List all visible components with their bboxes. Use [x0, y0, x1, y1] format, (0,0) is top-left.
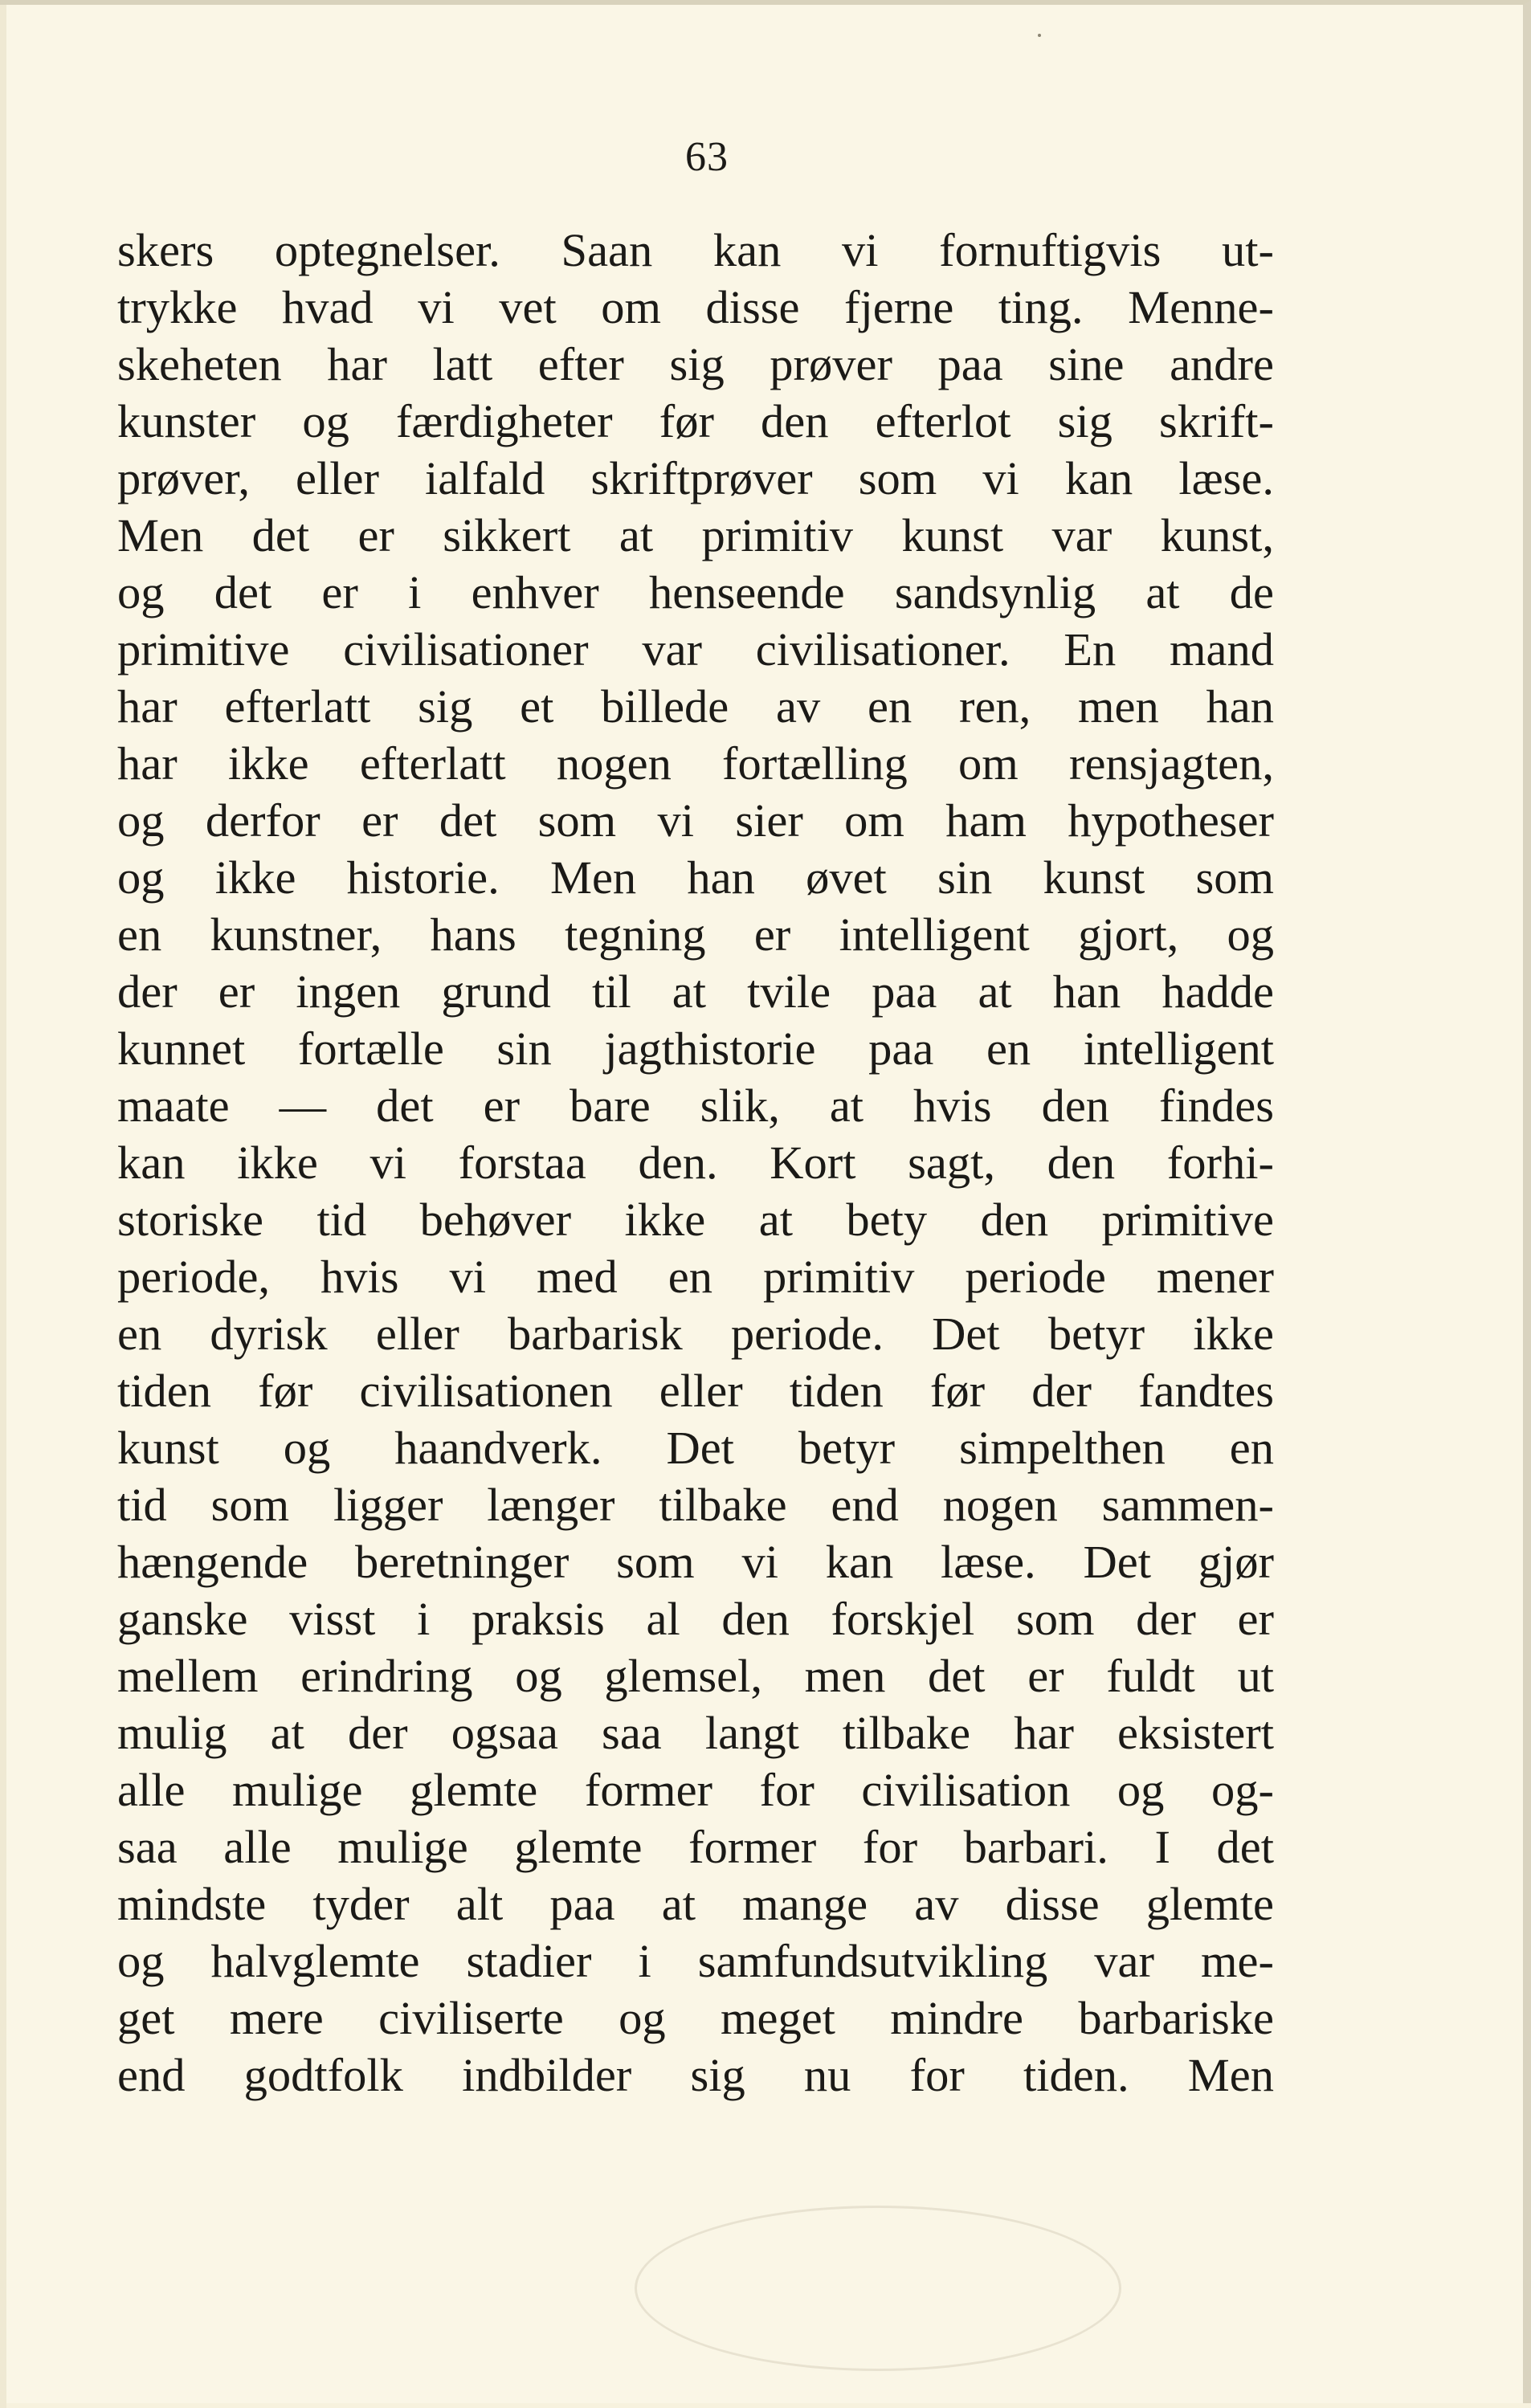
text-line: en kunstner, hans tegning er intelligent gjort, og	[117, 908, 1274, 961]
text-line: mulig at der ogsaa saa langt tilbake har eksistert	[117, 1707, 1274, 1759]
text-line: kunst og haandverk. Det betyr simpelthen en	[117, 1422, 1274, 1474]
text-line: og det er i enhver henseende sandsynlig at de	[117, 566, 1274, 618]
text-line: kan ikke vi forstaa den. Kort sagt, den forhi-	[117, 1137, 1274, 1189]
page-number: 63	[685, 134, 729, 180]
text-line: skeheten har latt efter sig prøver paa sine andre	[117, 338, 1274, 390]
text-line: trykke hvad vi vet om disse fjerne ting. Menne-	[117, 281, 1274, 333]
text-line: der er ingen grund til at tvile paa at han hadde	[117, 965, 1274, 1018]
text-line: storiske tid behøver ikke at bety den primitive	[117, 1194, 1274, 1246]
text-line: ganske visst i praksis al den forskjel som der er	[117, 1593, 1274, 1645]
text-line: en dyrisk eller barbarisk periode. Det betyr ikke	[117, 1308, 1274, 1360]
text-line: primitive civilisationer var civilisationer. En mand	[117, 623, 1274, 675]
faint-library-stamp	[635, 2206, 1121, 2371]
text-line: og derfor er det som vi sier om ham hypotheser	[117, 794, 1274, 847]
text-line: har ikke efterlatt nogen fortælling om rensjagten,	[117, 737, 1274, 790]
text-line: prøver, eller ialfald skriftprøver som vi kan læse.	[117, 452, 1274, 504]
text-line: og ikke historie. Men han øvet sin kunst som	[117, 851, 1274, 904]
text-line: tiden før civilisationen eller tiden før der fandtes	[117, 1365, 1274, 1417]
text-line: tid som ligger længer tilbake end nogen sammen-	[117, 1479, 1274, 1531]
text-line: maate — det er bare slik, at hvis den findes	[117, 1080, 1274, 1132]
text-line: end godtfolk indbilder sig nu for tiden. Men	[117, 2049, 1274, 2101]
text-line: mindste tyder alt paa at mange av disse glemte	[117, 1878, 1274, 1930]
text-line: hængende beretninger som vi kan læse. Det gjør	[117, 1536, 1274, 1588]
text-line: mellem erindring og glemsel, men det er fuldt ut	[117, 1650, 1274, 1702]
text-line: skers optegnelser. Saan kan vi fornuftigvis ut-	[117, 224, 1274, 276]
text-line: alle mulige glemte former for civilisation og og-	[117, 1764, 1274, 1816]
paper-speck	[1038, 34, 1041, 37]
page-edge	[0, 5, 6, 2408]
text-line: saa alle mulige glemte former for barbari. I det	[117, 1821, 1274, 1873]
text-line: kunster og færdigheter før den efterlot sig skrift-	[117, 395, 1274, 447]
text-line: kunnet fortælle sin jagthistorie paa en intelligent	[117, 1022, 1274, 1075]
text-line: og halvglemte stadier i samfundsutvikling var me-	[117, 1935, 1274, 1987]
text-line: Men det er sikkert at primitiv kunst var kunst,	[117, 509, 1274, 561]
text-line: periode, hvis vi med en primitiv periode mener	[117, 1251, 1274, 1303]
body-text	[117, 222, 1274, 2104]
text-line: har efterlatt sig et billede av en ren, men han	[117, 680, 1274, 733]
text-line: get mere civiliserte og meget mindre barbariske	[117, 1992, 1274, 2044]
